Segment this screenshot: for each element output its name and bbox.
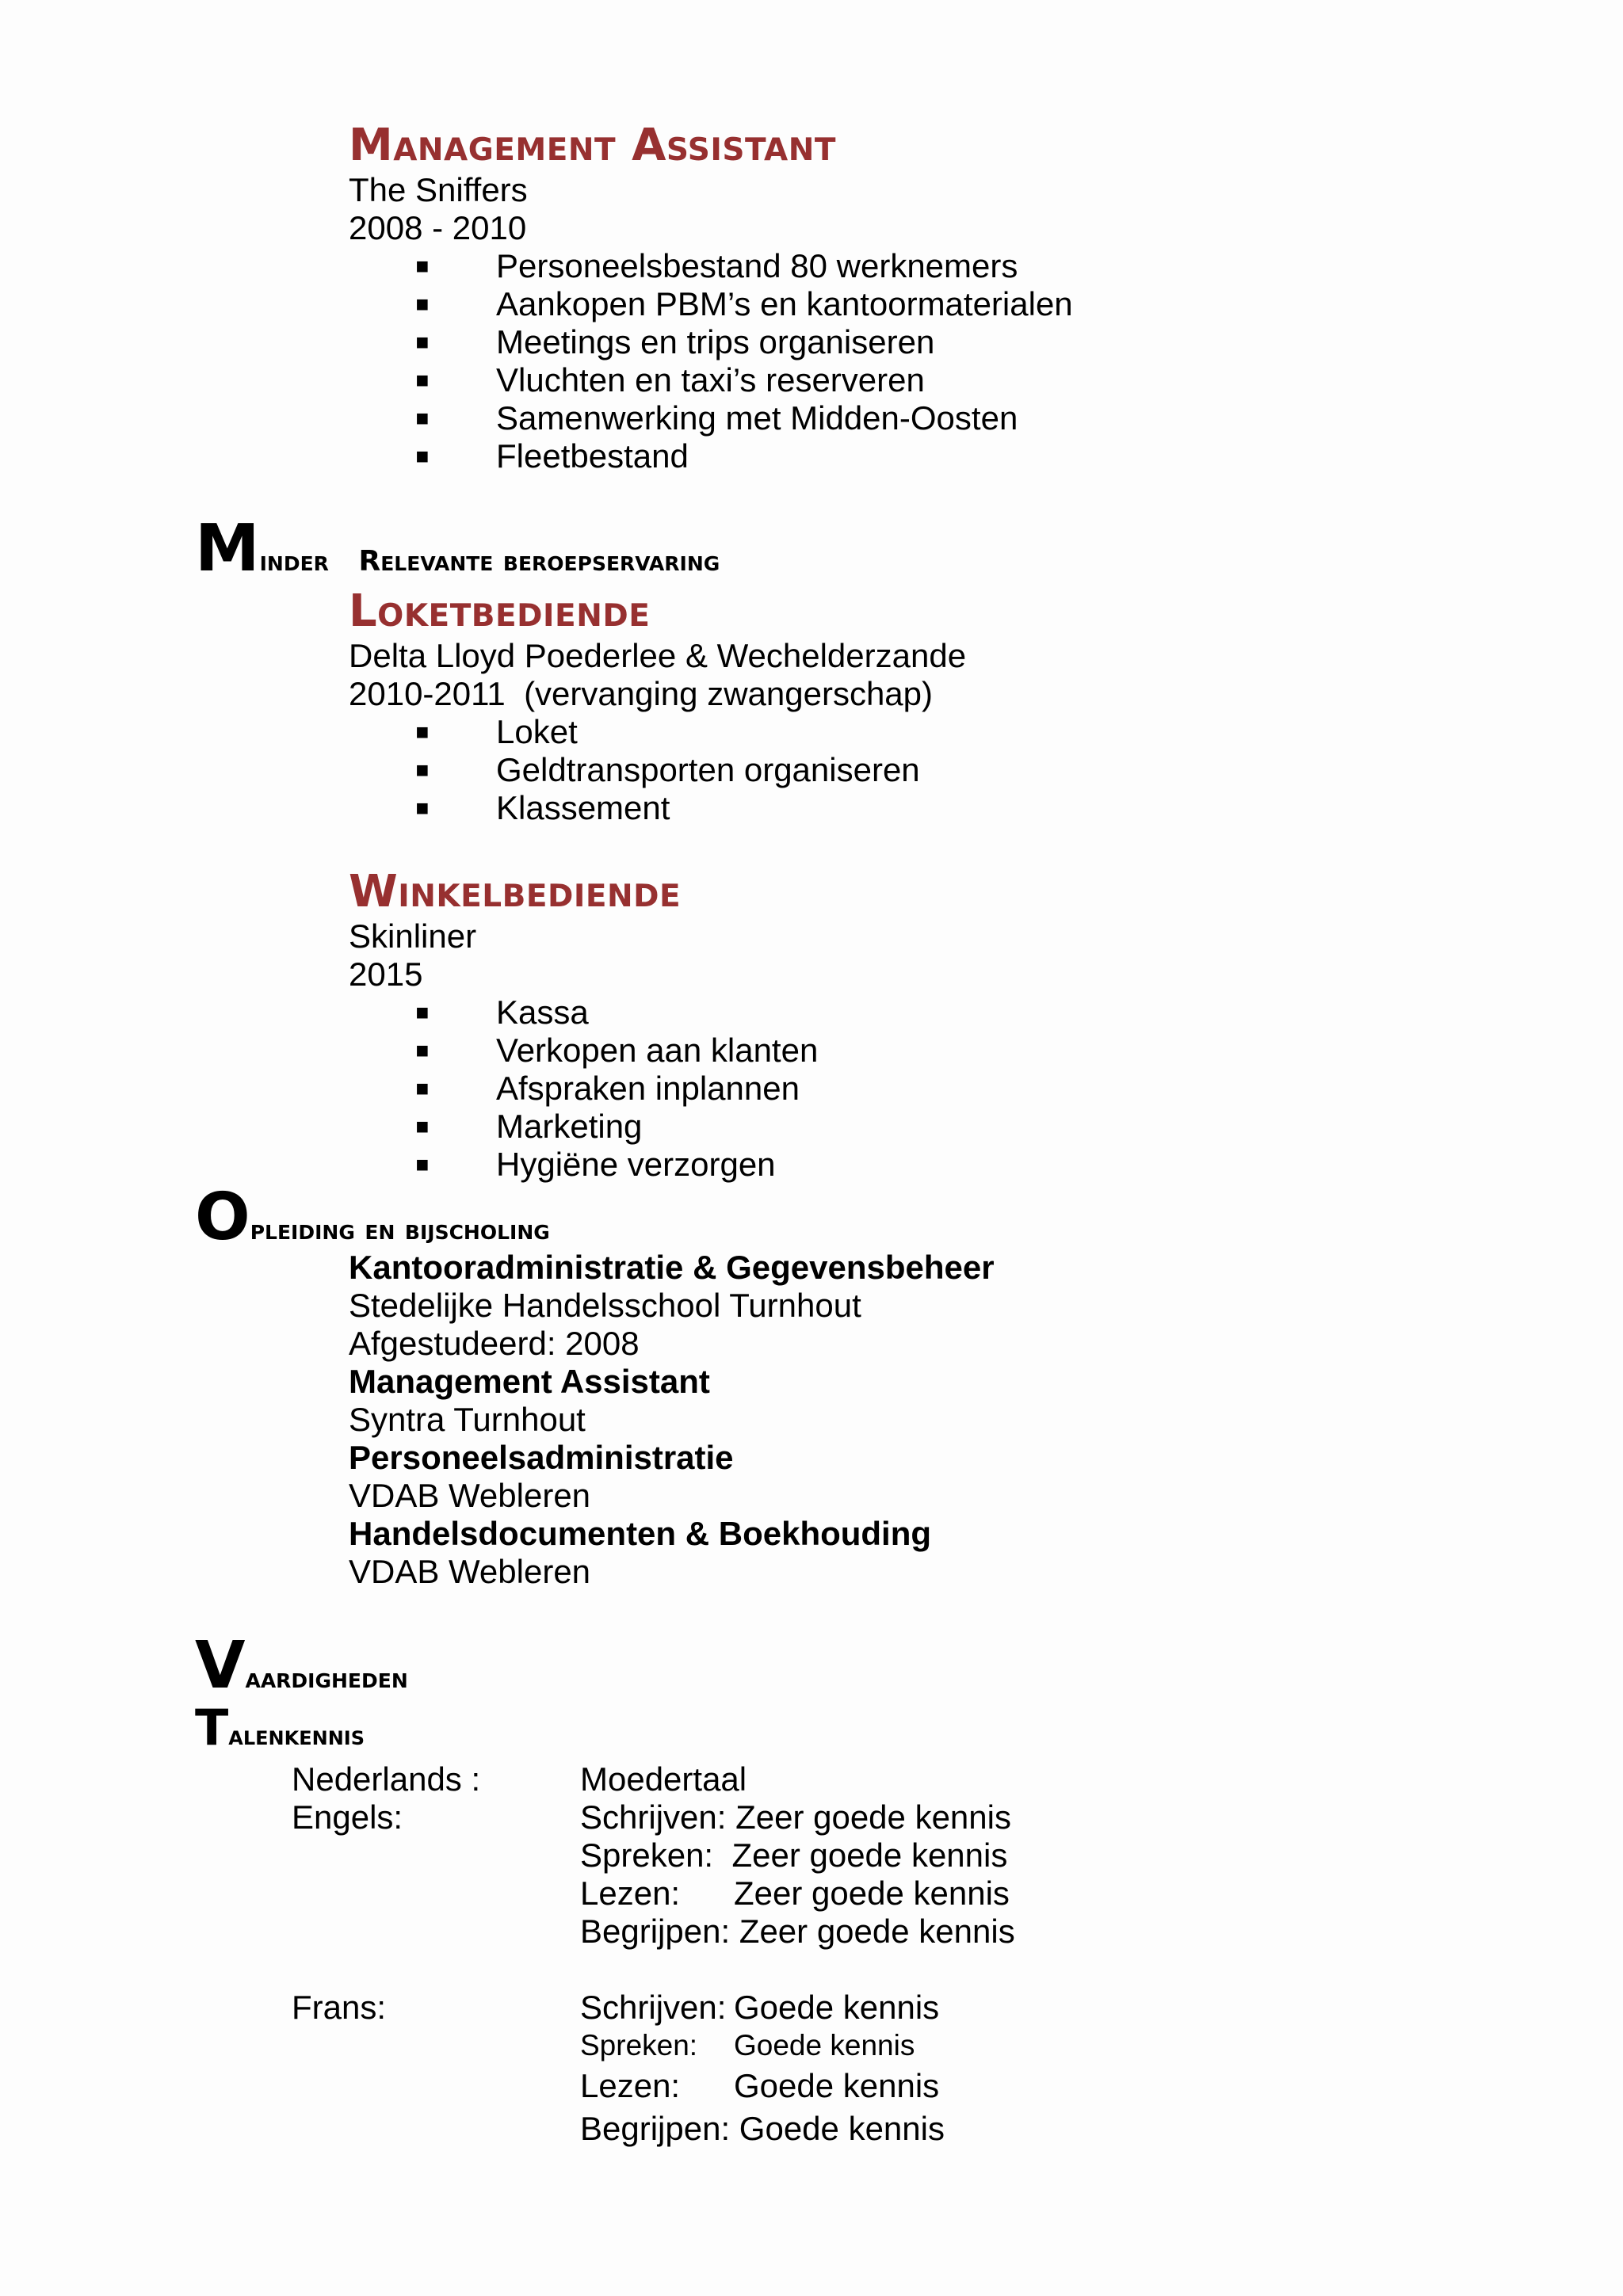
list-item: ■ Loket [398,713,966,751]
job-company: Delta Lloyd Poederlee & Wechelderzande [349,637,967,674]
job-company: Skinliner [349,917,477,955]
job-period: 2008 - 2010 [349,209,527,246]
skill-label: Spreken: [580,1836,714,1874]
skill-label: Lezen: [580,1875,681,1912]
language-row [292,1760,1015,1798]
job-period: 2015 [349,955,423,993]
education-list [349,1249,995,1591]
section-title-other-experience: Minder Relevante beroepservaring [195,511,720,586]
list-item: ■ Fleetbestand [398,437,1073,475]
list-item: ■ Geldtransporten organiseren [398,751,966,789]
skill-value: Zeer goede kennis [739,1913,1015,1950]
square-bullet-icon: ■ [415,406,430,430]
list-item: ■ Aankopen PBM’s en kantoormaterialen [398,285,1073,323]
job-title: Loketbediende [349,585,651,637]
skill-list [580,1989,945,2150]
skill-list [580,1798,1015,1951]
course-institution: VDAB Webleren [349,1477,591,1514]
square-bullet-icon: ■ [415,1000,430,1024]
list-item: ■ Verkopen aan klanten [398,1032,818,1070]
skill-label: Schrijven: [580,1798,727,1836]
list-item: ■ Personeelsbestand 80 werknemers [398,247,1073,285]
course-institution: Syntra Turnhout [349,1401,586,1438]
language-name: Engels: [292,1798,403,1836]
square-bullet-icon: ■ [415,368,430,392]
task-list [398,994,818,1184]
list-item: ■ Vluchten en taxi’s reserveren [398,361,1073,399]
job-title: Management Assistant [349,120,836,171]
language-name: Frans: [292,1989,387,2026]
language-row [292,1989,1015,2150]
list-item: ■ Klassement [398,789,966,827]
square-bullet-icon: ■ [415,757,430,782]
language-table [292,1760,1015,2150]
task-list [398,713,966,827]
course-note: Afgestudeerd: 2008 [349,1325,640,1362]
square-bullet-icon: ■ [415,292,430,316]
list-item: ■ Kassa [398,994,818,1032]
square-bullet-icon: ■ [415,330,430,354]
skill-value: Zeer goede kennis [731,1836,1008,1874]
skill-label: Begrijpen: [580,2110,731,2147]
list-item: ■ Marketing [398,1108,818,1146]
course-institution: Stedelijke Handelsschool Turnhout [349,1287,861,1324]
language-row [292,1798,1015,1951]
job-winkelbediende [349,867,818,1184]
skill-label: Schrijven: [580,1989,727,2026]
list-item: ■ Samenwerking met Midden-Oosten [398,399,1073,437]
square-bullet-icon: ■ [415,1038,430,1062]
course-title: Personeelsadministratie [349,1439,734,1476]
course-title: Kantooradministratie & Gegevensbeheer [349,1249,995,1286]
skill-label: Begrijpen: [580,1913,731,1950]
section-title-education: Opleiding en bijscholing [195,1180,550,1255]
skill-value: Goede kennis [734,2029,915,2061]
task-list [398,247,1073,475]
language-level: Moedertaal [580,1760,747,1798]
square-bullet-icon: ■ [415,795,430,820]
skill-value: Zeer goede kennis [735,1798,1011,1836]
list-item: ■ Meetings en trips organiseren [398,323,1073,361]
course-institution: VDAB Webleren [349,1553,591,1590]
square-bullet-icon: ■ [415,1076,430,1100]
course-title: Handelsdocumenten & Boekhouding [349,1515,932,1552]
section-title-skills: Vaardigheden [195,1628,408,1703]
job-company: The Sniffers [349,171,528,208]
language-name: Nederlands : [292,1760,481,1798]
skill-value: Goede kennis [734,2067,940,2104]
square-bullet-icon: ■ [415,254,430,278]
job-title: Winkelbediende [349,866,682,917]
square-bullet-icon: ■ [415,1152,430,1177]
job-management-assistant [349,120,1073,475]
skill-value: Goede kennis [739,2110,945,2147]
skill-value: Goede kennis [734,1989,940,2026]
job-period: 2010-2011 (vervanging zwangerschap) [349,675,934,712]
skill-label: Lezen: [580,2067,681,2104]
subsection-title-languages: Talenkennis [195,1699,365,1756]
square-bullet-icon: ■ [415,444,430,468]
skill-label: Spreken: [580,2029,698,2061]
skill-value: Zeer goede kennis [734,1875,1010,1912]
job-loketbediende [349,586,966,827]
list-item: ■ Afspraken inplannen [398,1070,818,1108]
list-item: ■ Hygiëne verzorgen [398,1146,818,1184]
square-bullet-icon: ■ [415,719,430,744]
course-title: Management Assistant [349,1363,710,1400]
square-bullet-icon: ■ [415,1114,430,1138]
